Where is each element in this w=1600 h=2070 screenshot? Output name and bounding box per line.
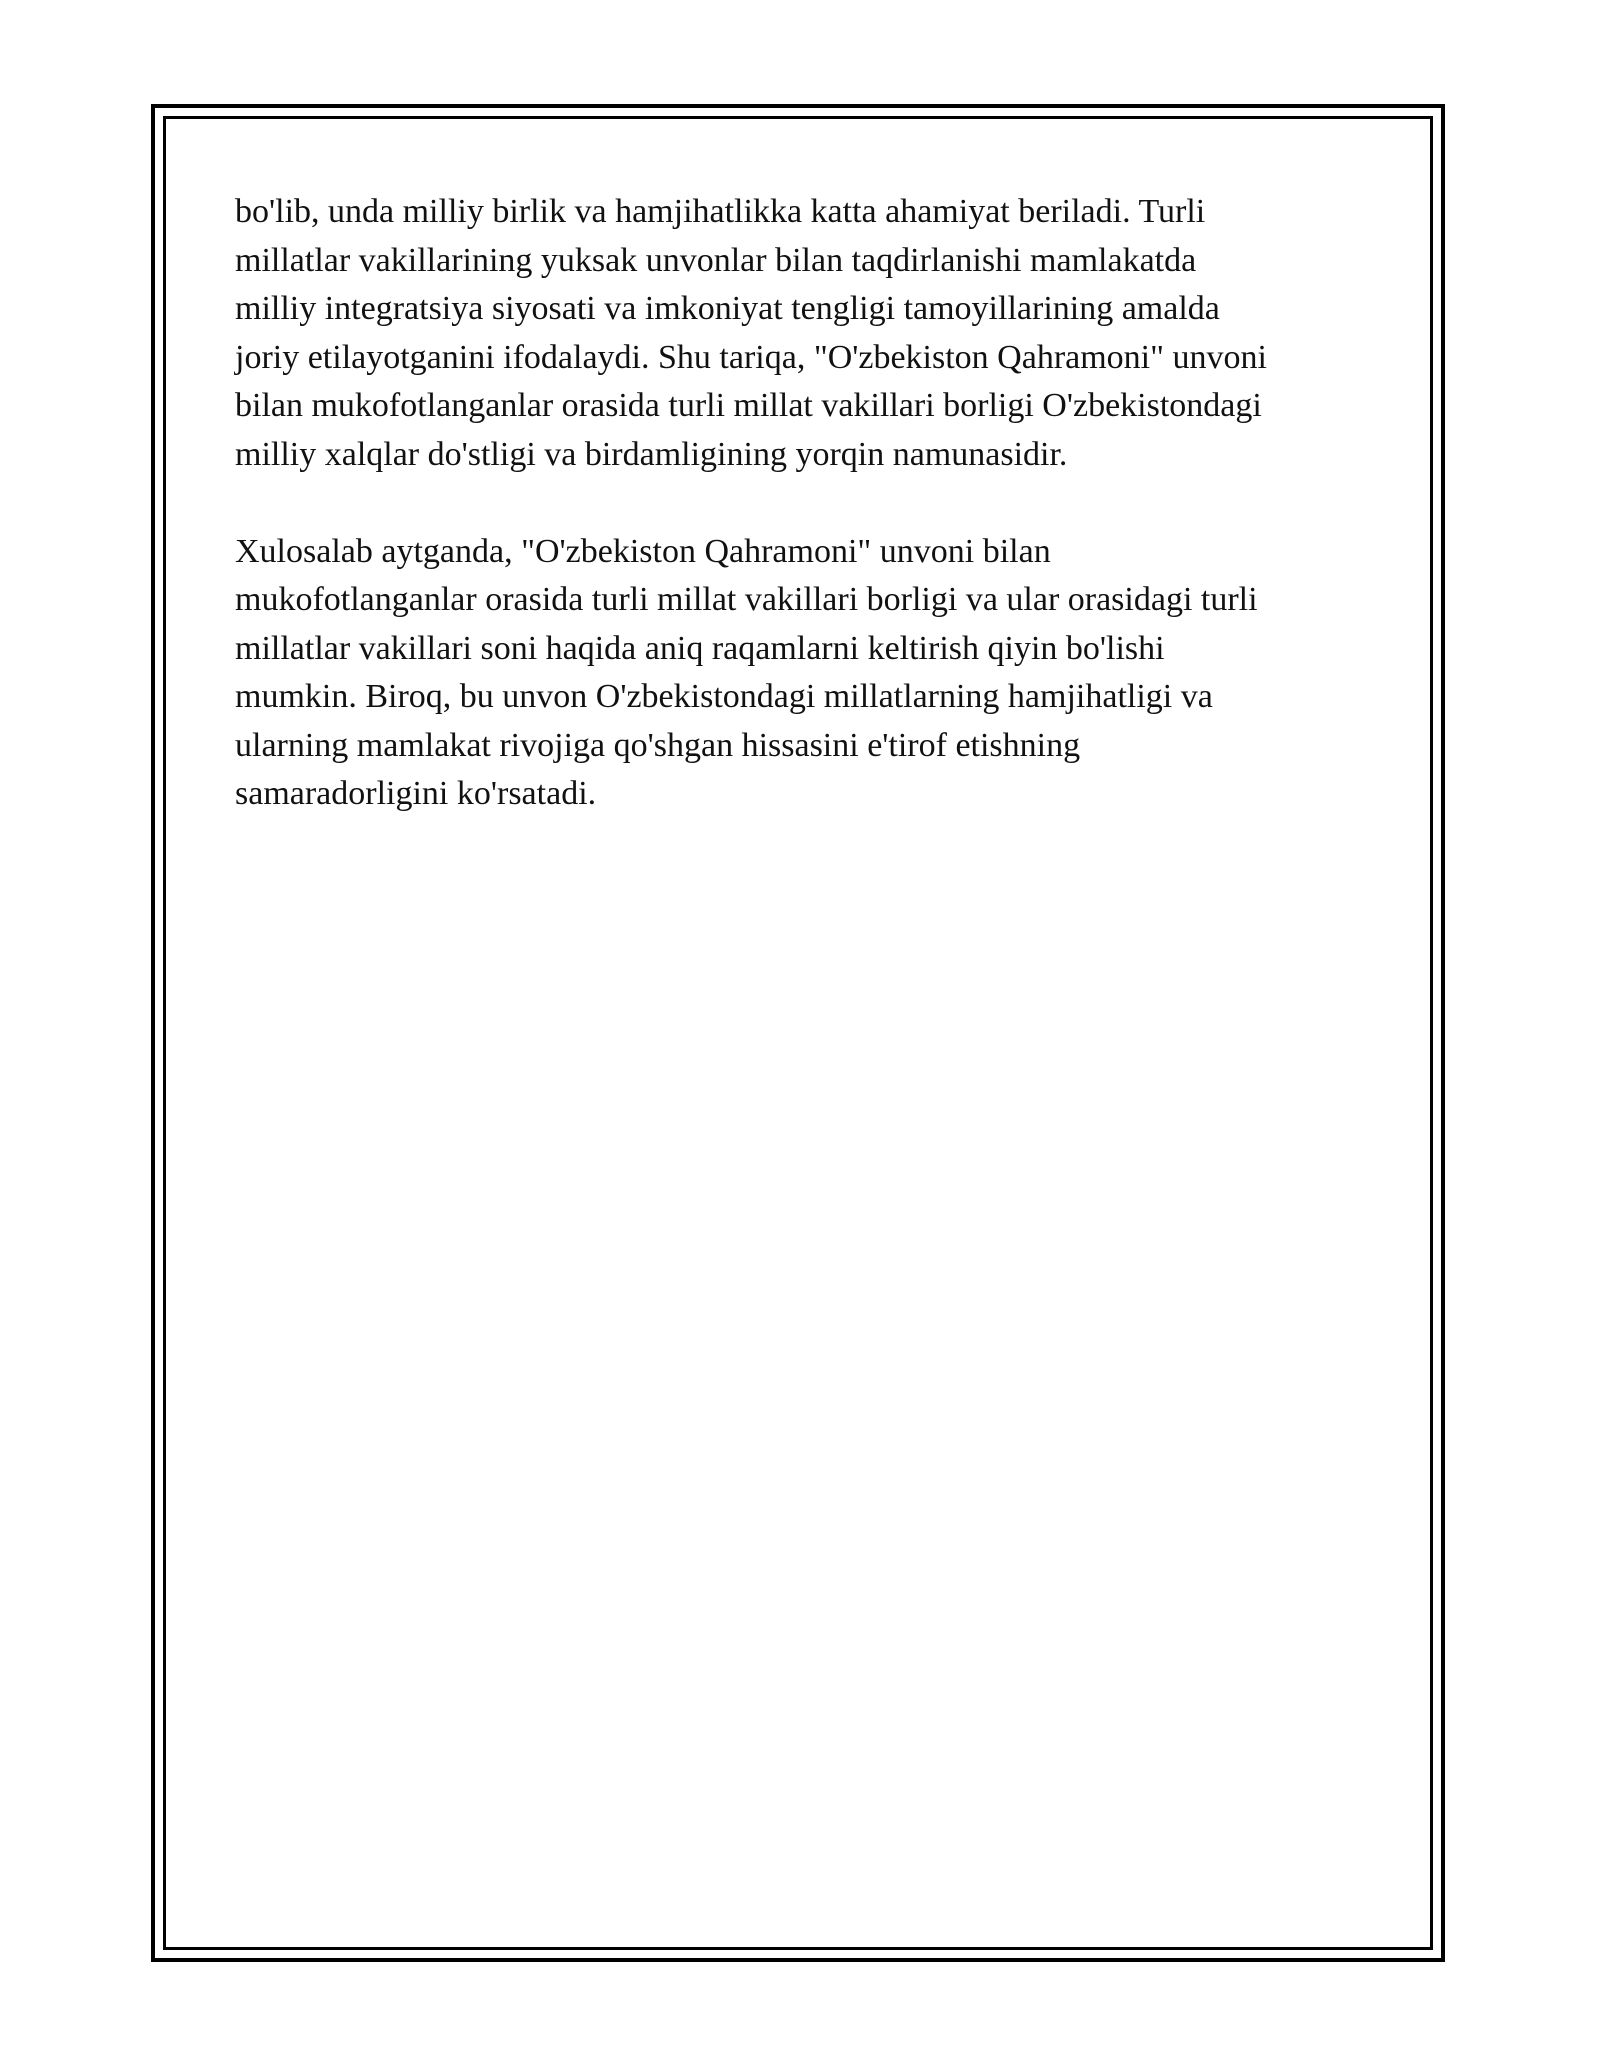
- paragraph-1: [235, 188, 1365, 479]
- paragraph-2-line-5: ularning mamlakat rivojiga qo'shgan hissasini e'tirof etishning: [235, 726, 1081, 764]
- paragraph-1-line-6: milliy xalqlar do'stligi va birdamligining yorqin namunasidir.: [235, 435, 1068, 473]
- paragraph-1-line-1: bo'lib, unda milliy birlik va hamjihatlikka katta ahamiyat beriladi. Turli: [235, 193, 1206, 230]
- paragraph-2-line-4: mumkin. Biroq, bu unvon O'zbekistondagi millatlarning hamjihatligi va: [235, 678, 1213, 715]
- paragraph-1-line-3: milliy integratsiya siyosati va imkoniyat tengligi tamoyillarining amalda: [235, 290, 1220, 327]
- paragraph-1-line-5: bilan mukofotlanganlar orasida turli millat vakillari borligi O'zbekistondagi: [235, 387, 1262, 424]
- paragraph-1-line-2: millatlar vakillarining yuksak unvonlar bilan taqdirlanishi mamlakatda: [235, 241, 1197, 279]
- paragraph-1-line-4: joriy etilayotganini ifodalaydi. Shu tariqa, "O'zbekiston Qahramoni" unvoni: [235, 338, 1267, 376]
- paragraph-2: [235, 528, 1365, 819]
- paragraph-2-line-6: samaradorligini ko'rsatadi.: [235, 775, 597, 812]
- paragraph-2-line-2: mukofotlanganlar orasida turli millat vakillari borligi va ular orasidagi turli: [235, 581, 1258, 618]
- document-body: [235, 188, 1365, 867]
- paragraph-2-line-3: millatlar vakillari soni haqida aniq raqamlarni keltirish qiyin bo'lishi: [235, 629, 1165, 667]
- paragraph-2-line-1: Xulosalab aytganda, "O'zbekiston Qahramoni" unvoni bilan: [235, 532, 1051, 570]
